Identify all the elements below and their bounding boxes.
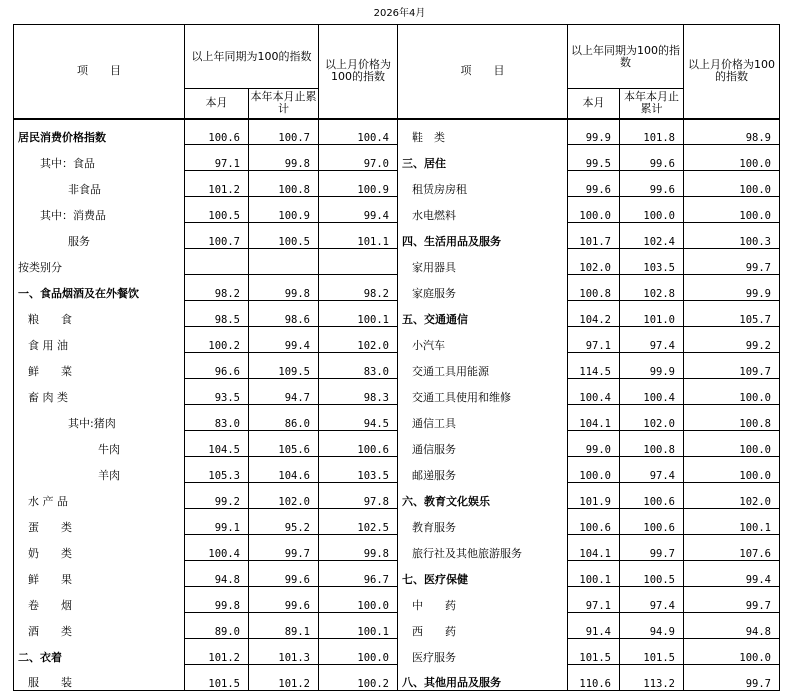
left-this-month-header: 本月	[185, 89, 249, 119]
left-item-label	[14, 145, 185, 171]
right-this-month-value: 110.6	[568, 665, 620, 691]
left-ytd-value: 98.6	[249, 301, 319, 327]
right-mom-value: 100.0	[684, 145, 780, 171]
right-this-month-value: 97.1	[568, 327, 620, 353]
right-mom-value: 107.6	[684, 535, 780, 561]
left-mom-header: 以上月价格为100的指数	[319, 25, 398, 119]
right-this-month-value: 100.6	[568, 509, 620, 535]
right-item-text: 家用器具	[412, 260, 456, 274]
left-this-month-value: 99.2	[185, 483, 249, 509]
left-item-label	[14, 665, 185, 691]
right-this-month-value: 100.0	[568, 197, 620, 223]
right-mom-value: 100.0	[684, 379, 780, 405]
left-item-text: 一、食品烟酒及在外餐饮	[18, 286, 139, 300]
right-item-label	[398, 171, 568, 197]
right-this-month-value: 100.0	[568, 457, 620, 483]
right-mom-value: 100.0	[684, 171, 780, 197]
right-ytd-value: 99.9	[620, 353, 684, 379]
left-item-text: 鲜 果	[28, 572, 72, 586]
right-ytd-value: 113.2	[620, 665, 684, 691]
left-this-month-value: 98.2	[185, 275, 249, 301]
right-mom-value: 109.7	[684, 353, 780, 379]
left-item-label	[14, 327, 185, 353]
table-body	[14, 119, 780, 691]
left-this-month-value: 96.6	[185, 353, 249, 379]
right-ytd-value: 99.7	[620, 535, 684, 561]
right-ytd-value: 100.8	[620, 431, 684, 457]
left-item-label	[14, 457, 185, 483]
left-mom-value: 97.8	[319, 483, 398, 509]
left-mom-value: 100.4	[319, 119, 398, 145]
right-ytd-value: 101.5	[620, 639, 684, 665]
right-ytd-value: 99.6	[620, 145, 684, 171]
table-row	[14, 509, 780, 535]
left-this-month-value: 83.0	[185, 405, 249, 431]
left-item-label	[14, 301, 185, 327]
left-item-label	[14, 405, 185, 431]
right-this-month-value: 102.0	[568, 249, 620, 275]
right-item-label	[398, 327, 568, 353]
left-mom-value: 98.2	[319, 275, 398, 301]
right-item-label	[398, 197, 568, 223]
left-ytd-value: 99.6	[249, 561, 319, 587]
left-ytd-value: 94.7	[249, 379, 319, 405]
right-mom-value: 100.8	[684, 405, 780, 431]
left-this-month-value: 100.6	[185, 119, 249, 145]
table-row	[14, 353, 780, 379]
table-row	[14, 275, 780, 301]
left-mom-value: 94.5	[319, 405, 398, 431]
left-this-month-value: 99.8	[185, 587, 249, 613]
left-ytd-value: 100.8	[249, 171, 319, 197]
table-row	[14, 587, 780, 613]
left-ytd-value: 99.4	[249, 327, 319, 353]
left-item-text: 其中：食品	[40, 156, 95, 170]
right-ytd-value: 100.5	[620, 561, 684, 587]
right-item-text: 四、生活用品及服务	[402, 234, 501, 248]
right-ytd-value: 101.0	[620, 301, 684, 327]
right-item-text: 五、交通通信	[402, 312, 468, 326]
right-item-label	[398, 223, 568, 249]
left-ytd-value: 102.0	[249, 483, 319, 509]
left-this-month-value	[185, 249, 249, 275]
left-this-month-value: 100.4	[185, 535, 249, 561]
right-this-month-value: 99.9	[568, 119, 620, 145]
left-this-month-value: 100.5	[185, 197, 249, 223]
left-this-month-value: 97.1	[185, 145, 249, 171]
left-item-text: 其中：消费品	[40, 208, 106, 222]
right-item-label	[398, 561, 568, 587]
left-ytd-value: 101.3	[249, 639, 319, 665]
right-item-label	[398, 587, 568, 613]
right-item-label	[398, 639, 568, 665]
right-ytd-value: 97.4	[620, 327, 684, 353]
right-item-header: 项 目	[398, 25, 568, 119]
left-this-month-value: 101.5	[185, 665, 249, 691]
right-item-label	[398, 379, 568, 405]
left-item-label	[14, 223, 185, 249]
right-item-text: 六、教育文化娱乐	[402, 494, 490, 508]
right-item-text: 水电燃料	[412, 208, 456, 222]
left-item-label	[14, 275, 185, 301]
left-item-label	[14, 639, 185, 665]
right-mom-value: 102.0	[684, 483, 780, 509]
table-row	[14, 457, 780, 483]
left-item-text: 其中:猪肉	[68, 416, 116, 430]
right-mom-value: 99.7	[684, 587, 780, 613]
right-item-text: 三、居住	[402, 156, 446, 170]
right-item-label	[398, 353, 568, 379]
left-item-label	[14, 119, 185, 145]
right-item-text: 邮递服务	[412, 468, 456, 482]
table-row	[14, 665, 780, 691]
left-item-text: 牛肉	[98, 442, 120, 456]
left-item-label	[14, 431, 185, 457]
right-item-text: 交通工具使用和维修	[412, 390, 511, 404]
right-mom-value: 105.7	[684, 301, 780, 327]
left-mom-value: 97.0	[319, 145, 398, 171]
right-ytd-value: 100.4	[620, 379, 684, 405]
left-item-label	[14, 171, 185, 197]
table-row	[14, 431, 780, 457]
right-mom-value: 100.0	[684, 457, 780, 483]
left-ytd-value: 100.5	[249, 223, 319, 249]
table-row	[14, 639, 780, 665]
right-item-text: 租赁房房租	[412, 182, 467, 196]
left-mom-value	[319, 249, 398, 275]
right-item-label	[398, 301, 568, 327]
right-ytd-value: 94.9	[620, 613, 684, 639]
right-item-text: 交通工具用能源	[412, 364, 489, 378]
table-row	[14, 223, 780, 249]
left-mom-value: 102.0	[319, 327, 398, 353]
left-item-text: 非食品	[68, 182, 101, 196]
table-row	[14, 171, 780, 197]
right-item-label	[398, 665, 568, 691]
right-ytd-value: 101.8	[620, 119, 684, 145]
right-item-label	[398, 483, 568, 509]
table-row	[14, 145, 780, 171]
right-ytd-value: 100.0	[620, 197, 684, 223]
left-item-label	[14, 561, 185, 587]
right-item-label	[398, 145, 568, 171]
right-item-label	[398, 275, 568, 301]
left-ytd-value	[249, 249, 319, 275]
right-this-month-value: 100.8	[568, 275, 620, 301]
right-mom-value: 99.7	[684, 249, 780, 275]
left-mom-value: 101.1	[319, 223, 398, 249]
right-ytd-value: 102.0	[620, 405, 684, 431]
left-ytd-value: 99.7	[249, 535, 319, 561]
table-row	[14, 327, 780, 353]
left-item-text: 鲜 菜	[28, 364, 72, 378]
left-item-text: 卷 烟	[28, 598, 72, 612]
left-item-label	[14, 249, 185, 275]
right-this-month-value: 91.4	[568, 613, 620, 639]
left-item-label	[14, 353, 185, 379]
left-ytd-value: 99.6	[249, 587, 319, 613]
table-row	[14, 249, 780, 275]
left-item-text: 二、衣着	[18, 650, 62, 664]
right-this-month-value: 104.1	[568, 405, 620, 431]
right-mom-value: 99.9	[684, 275, 780, 301]
left-ytd-value: 104.6	[249, 457, 319, 483]
left-item-label	[14, 613, 185, 639]
left-item-text: 水 产 品	[28, 494, 68, 508]
right-ytd-value: 99.6	[620, 171, 684, 197]
table-row	[14, 483, 780, 509]
right-this-month-value: 100.1	[568, 561, 620, 587]
left-mom-value: 103.5	[319, 457, 398, 483]
left-mom-value: 100.1	[319, 613, 398, 639]
left-ytd-value: 89.1	[249, 613, 319, 639]
right-yoy-group-header: 以上年同期为100的指数	[568, 25, 684, 89]
right-mom-value: 100.3	[684, 223, 780, 249]
left-this-month-value: 104.5	[185, 431, 249, 457]
right-this-month-value: 99.0	[568, 431, 620, 457]
left-this-month-value: 93.5	[185, 379, 249, 405]
left-item-label	[14, 587, 185, 613]
right-item-text: 中 药	[412, 598, 456, 612]
right-this-month-value: 100.4	[568, 379, 620, 405]
right-item-text: 通信服务	[412, 442, 456, 456]
left-ytd-value: 99.8	[249, 275, 319, 301]
left-this-month-value: 101.2	[185, 639, 249, 665]
left-mom-value: 100.0	[319, 587, 398, 613]
left-ytd-value: 100.7	[249, 119, 319, 145]
left-item-text: 羊肉	[98, 468, 120, 482]
left-mom-value: 98.3	[319, 379, 398, 405]
left-ytd-value: 109.5	[249, 353, 319, 379]
right-item-text: 八、其他用品及服务	[402, 676, 501, 689]
table-row	[14, 197, 780, 223]
cpi-index-table	[13, 24, 780, 691]
left-ytd-value: 86.0	[249, 405, 319, 431]
right-item-text: 鞋 类	[412, 130, 445, 144]
left-item-label	[14, 535, 185, 561]
left-ytd-value: 105.6	[249, 431, 319, 457]
table-row	[14, 405, 780, 431]
right-item-label	[398, 405, 568, 431]
right-item-text: 教育服务	[412, 520, 456, 534]
left-this-month-value: 100.2	[185, 327, 249, 353]
right-item-label	[398, 457, 568, 483]
right-item-text: 旅行社及其他旅游服务	[412, 546, 522, 560]
left-this-month-value: 98.5	[185, 301, 249, 327]
right-item-text: 医疗服务	[412, 650, 456, 664]
right-this-month-value: 97.1	[568, 587, 620, 613]
left-mom-value: 96.7	[319, 561, 398, 587]
right-mom-value: 94.8	[684, 613, 780, 639]
right-ytd-value: 102.8	[620, 275, 684, 301]
left-item-text: 服 装	[28, 676, 72, 689]
right-mom-value: 99.2	[684, 327, 780, 353]
right-mom-value: 99.4	[684, 561, 780, 587]
table-row	[14, 613, 780, 639]
right-mom-value: 99.7	[684, 665, 780, 691]
left-this-month-value: 89.0	[185, 613, 249, 639]
right-this-month-value: 104.2	[568, 301, 620, 327]
right-this-month-value: 101.5	[568, 639, 620, 665]
right-item-label	[398, 613, 568, 639]
right-item-label	[398, 535, 568, 561]
right-item-label	[398, 509, 568, 535]
left-item-text: 按类别分	[18, 260, 62, 274]
left-this-month-value: 105.3	[185, 457, 249, 483]
left-mom-value: 100.1	[319, 301, 398, 327]
right-item-text: 小汽车	[412, 338, 445, 352]
left-ytd-value: 95.2	[249, 509, 319, 535]
right-item-text: 家庭服务	[412, 286, 456, 300]
left-mom-value: 100.2	[319, 665, 398, 691]
left-item-label	[14, 379, 185, 405]
right-item-label	[398, 431, 568, 457]
right-item-text: 通信工具	[412, 416, 456, 430]
left-yoy-group-header: 以上年同期为100的指数	[185, 25, 319, 89]
left-item-label	[14, 197, 185, 223]
left-mom-value: 100.0	[319, 639, 398, 665]
right-ytd-value: 103.5	[620, 249, 684, 275]
left-item-text: 粮 食	[28, 312, 72, 326]
right-ytd-value: 100.6	[620, 509, 684, 535]
left-item-header: 项 目	[14, 25, 185, 119]
left-item-text: 畜 肉 类	[28, 390, 68, 404]
left-item-text: 酒 类	[28, 624, 72, 638]
left-ytd-header: 本年本月止累计	[249, 89, 319, 119]
left-mom-value: 102.5	[319, 509, 398, 535]
left-item-label	[14, 509, 185, 535]
left-mom-value: 100.9	[319, 171, 398, 197]
left-item-text: 居民消费价格指数	[18, 130, 106, 144]
left-item-text: 奶 类	[28, 546, 72, 560]
right-this-month-header: 本月	[568, 89, 620, 119]
right-item-label	[398, 249, 568, 275]
left-mom-value: 100.6	[319, 431, 398, 457]
right-mom-value: 100.0	[684, 639, 780, 665]
right-this-month-value: 101.7	[568, 223, 620, 249]
left-this-month-value: 94.8	[185, 561, 249, 587]
right-ytd-value: 97.4	[620, 457, 684, 483]
left-item-label	[14, 483, 185, 509]
left-ytd-value: 99.8	[249, 145, 319, 171]
left-ytd-value: 101.2	[249, 665, 319, 691]
table-row	[14, 535, 780, 561]
right-ytd-value: 100.6	[620, 483, 684, 509]
right-item-text: 西 药	[412, 624, 456, 638]
right-ytd-value: 97.4	[620, 587, 684, 613]
left-ytd-value: 100.9	[249, 197, 319, 223]
left-item-text: 蛋 类	[28, 520, 72, 534]
left-this-month-value: 101.2	[185, 171, 249, 197]
left-mom-value: 99.4	[319, 197, 398, 223]
left-mom-value: 99.8	[319, 535, 398, 561]
table-row	[14, 379, 780, 405]
right-item-label	[398, 119, 568, 145]
left-this-month-value: 99.1	[185, 509, 249, 535]
right-mom-header: 以上月价格为100的指数	[684, 25, 780, 119]
right-item-text: 七、医疗保健	[402, 572, 468, 586]
table-row	[14, 301, 780, 327]
right-ytd-value: 102.4	[620, 223, 684, 249]
left-this-month-value: 100.7	[185, 223, 249, 249]
right-this-month-value: 104.1	[568, 535, 620, 561]
right-ytd-header: 本年本月止累计	[620, 89, 684, 119]
right-this-month-value: 99.5	[568, 145, 620, 171]
table-row	[14, 561, 780, 587]
right-this-month-value: 101.9	[568, 483, 620, 509]
left-item-text: 食 用 油	[28, 338, 68, 352]
right-this-month-value: 99.6	[568, 171, 620, 197]
right-mom-value: 100.0	[684, 431, 780, 457]
right-mom-value: 100.1	[684, 509, 780, 535]
right-mom-value: 98.9	[684, 119, 780, 145]
report-date-caption: 2026年4月	[373, 8, 426, 19]
table-row	[14, 119, 780, 145]
right-mom-value: 100.0	[684, 197, 780, 223]
right-this-month-value: 114.5	[568, 353, 620, 379]
left-mom-value: 83.0	[319, 353, 398, 379]
left-item-text: 服务	[68, 234, 90, 248]
